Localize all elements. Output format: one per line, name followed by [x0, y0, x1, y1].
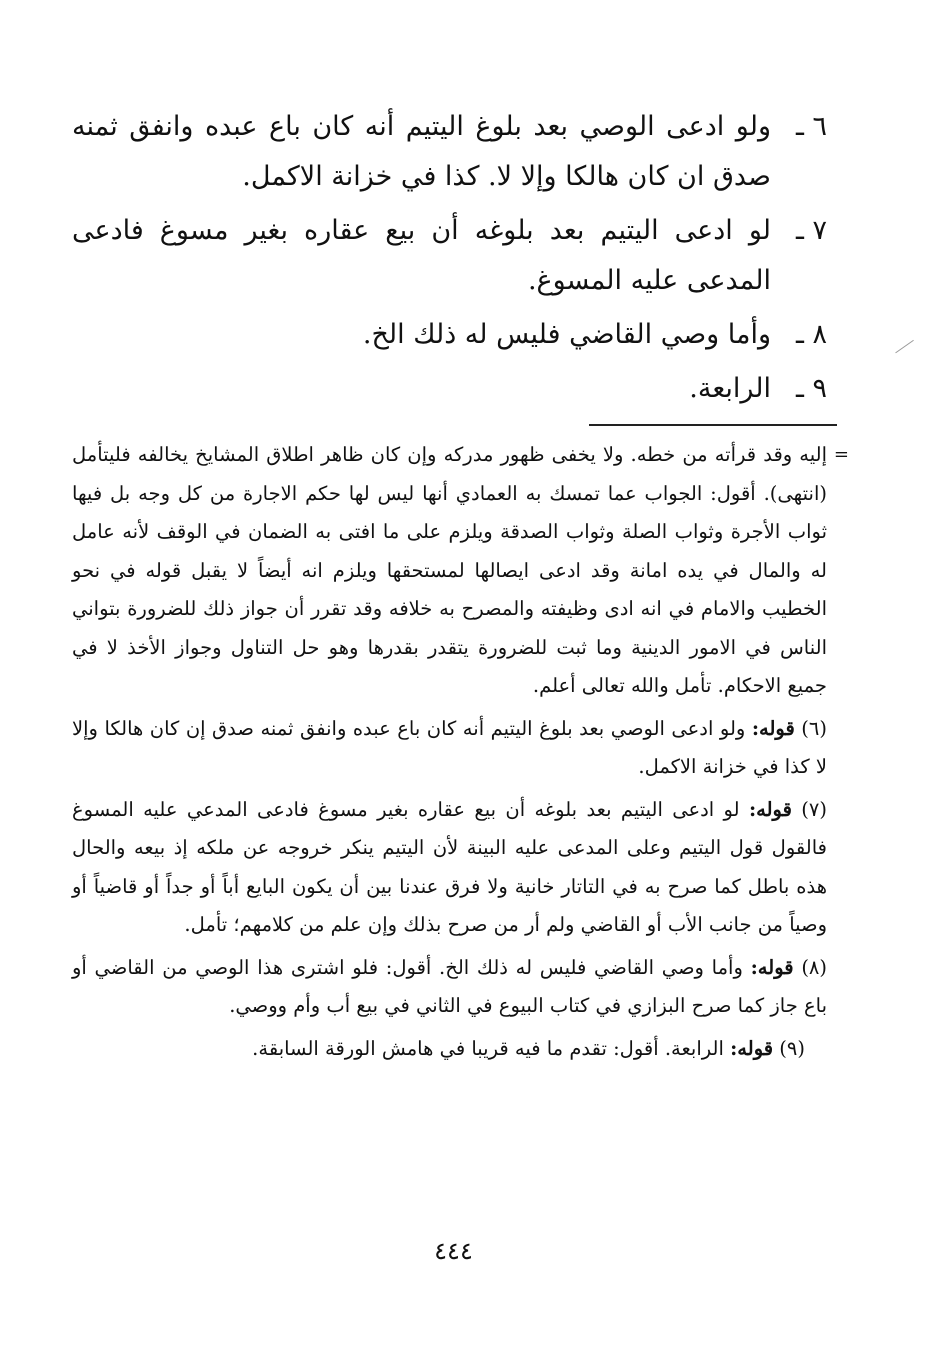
margin-mark: [895, 340, 920, 363]
note-keyword: قوله:: [730, 1036, 774, 1060]
main-item-text: ولو ادعى الوصي بعد بلوغ اليتيم أنه كان باع عبده وانفق ثمنه صدق ان كان هالكا وإلا لا. كذا في خزانة الاكمل.: [72, 111, 771, 192]
note-number: (٨): [801, 955, 828, 979]
main-item-number: ٧ ـ: [795, 215, 827, 246]
note-number: (٧): [801, 797, 827, 821]
note-6: [72, 710, 827, 787]
page-number: [0, 1237, 927, 1265]
note-keyword: قوله:: [748, 797, 792, 821]
continuation-mark: =: [833, 444, 849, 465]
main-item-6: [72, 102, 827, 202]
note-text: وأما وصي القاضي فليس له ذلك الخ. أقول: فلو اشترى هذا الوصي من القاضي أو باع جاز كما صرح البزازي في كتاب البيوع في الثاني في بيع أب وأم ووصي.: [72, 955, 827, 1017]
continued-note: [72, 436, 849, 706]
footnotes-block: [72, 436, 849, 1068]
note-keyword: قوله:: [751, 716, 795, 740]
continued-note-text: إليه وقد قرأته من خطه. ولا يخفى ظهور مدركه وإن كان ظاهر اطلاق المشايخ يخالفه فليتأمل (انتهى). أقول: الجواب عما تمسك به العمادي أنها ليس لها حكم الاجارة من كل وجه بل فيها ثواب الأجرة وثواب الصلة وثواب الصدقة ويلزم على ما افتى به الضمان في الوقف لأنه عامل له والمال في يده امانة وقد ادعى ايصالها لمستحقها ويلزم انه أيضاً لا يقبل قوله في نحو الخطيب والامام في انه ادى وظيفته والمصرح به خلافه وقد تقرر أن جواز ذلك للضرورة بتواني الناس في الامور الدينية وما ثبت للضرورة يتقدر بقدرها وهو حل التناول وجواز الأخذ لا في جميع الاحكام. تأمل والله تعالى أعلم.: [72, 443, 827, 697]
note-number: (٩): [779, 1036, 805, 1060]
note-text: لو ادعى اليتيم بعد بلوغه أن بيع عقاره بغير مسوغ فادعى المدعي عليه المسوغ فالقول قول اليتيم وعلى المدعى عليه البينة لأن اليتيم ينكر خروجه عن ملكه إذ بيعه والحال هذه باطل كما صرح به في التاتار خانية ولا فرق عندنا بين أن يكون البايع أباً أو جداً أو قاضياً أو وصياً من جانب الأب أو القاضي ولم أر من صرح بذلك وإن علم من كلامهم؛ تأمل.: [72, 797, 827, 936]
main-item-text: الرابعة.: [689, 373, 771, 404]
main-text-block: [72, 102, 827, 414]
main-item-number: ٨ ـ: [795, 319, 827, 350]
note-text: ولو ادعى الوصي بعد بلوغ اليتيم أنه كان باع عبده وانفق ثمنه صدق إن كان هالكا وإلا لا كذا في خزانة الاكمل.: [72, 716, 827, 778]
footnote-separator: [589, 424, 837, 426]
note-9: [72, 1030, 827, 1069]
main-item-number: ٩ ـ: [795, 373, 827, 404]
main-item-8: [72, 310, 827, 360]
main-item-number: ٦ ـ: [795, 111, 827, 142]
note-7: [72, 791, 827, 945]
page-number-text: ٤٤٤: [434, 1237, 473, 1265]
note-text: الرابعة. أقول: تقدم ما فيه قريبا في هامش الورقة السابقة.: [252, 1036, 724, 1060]
main-item-7: [72, 206, 827, 306]
main-item-9: [72, 364, 827, 414]
note-8: [72, 949, 827, 1026]
note-keyword: قوله:: [750, 955, 794, 979]
page-body: [72, 102, 849, 1068]
main-item-text: لو ادعى اليتيم بعد بلوغه أن بيع عقاره بغير مسوغ فادعى المدعى عليه المسوغ.: [72, 215, 771, 296]
main-item-text: وأما وصي القاضي فليس له ذلك الخ.: [362, 319, 771, 350]
note-number: (٦): [801, 716, 827, 740]
